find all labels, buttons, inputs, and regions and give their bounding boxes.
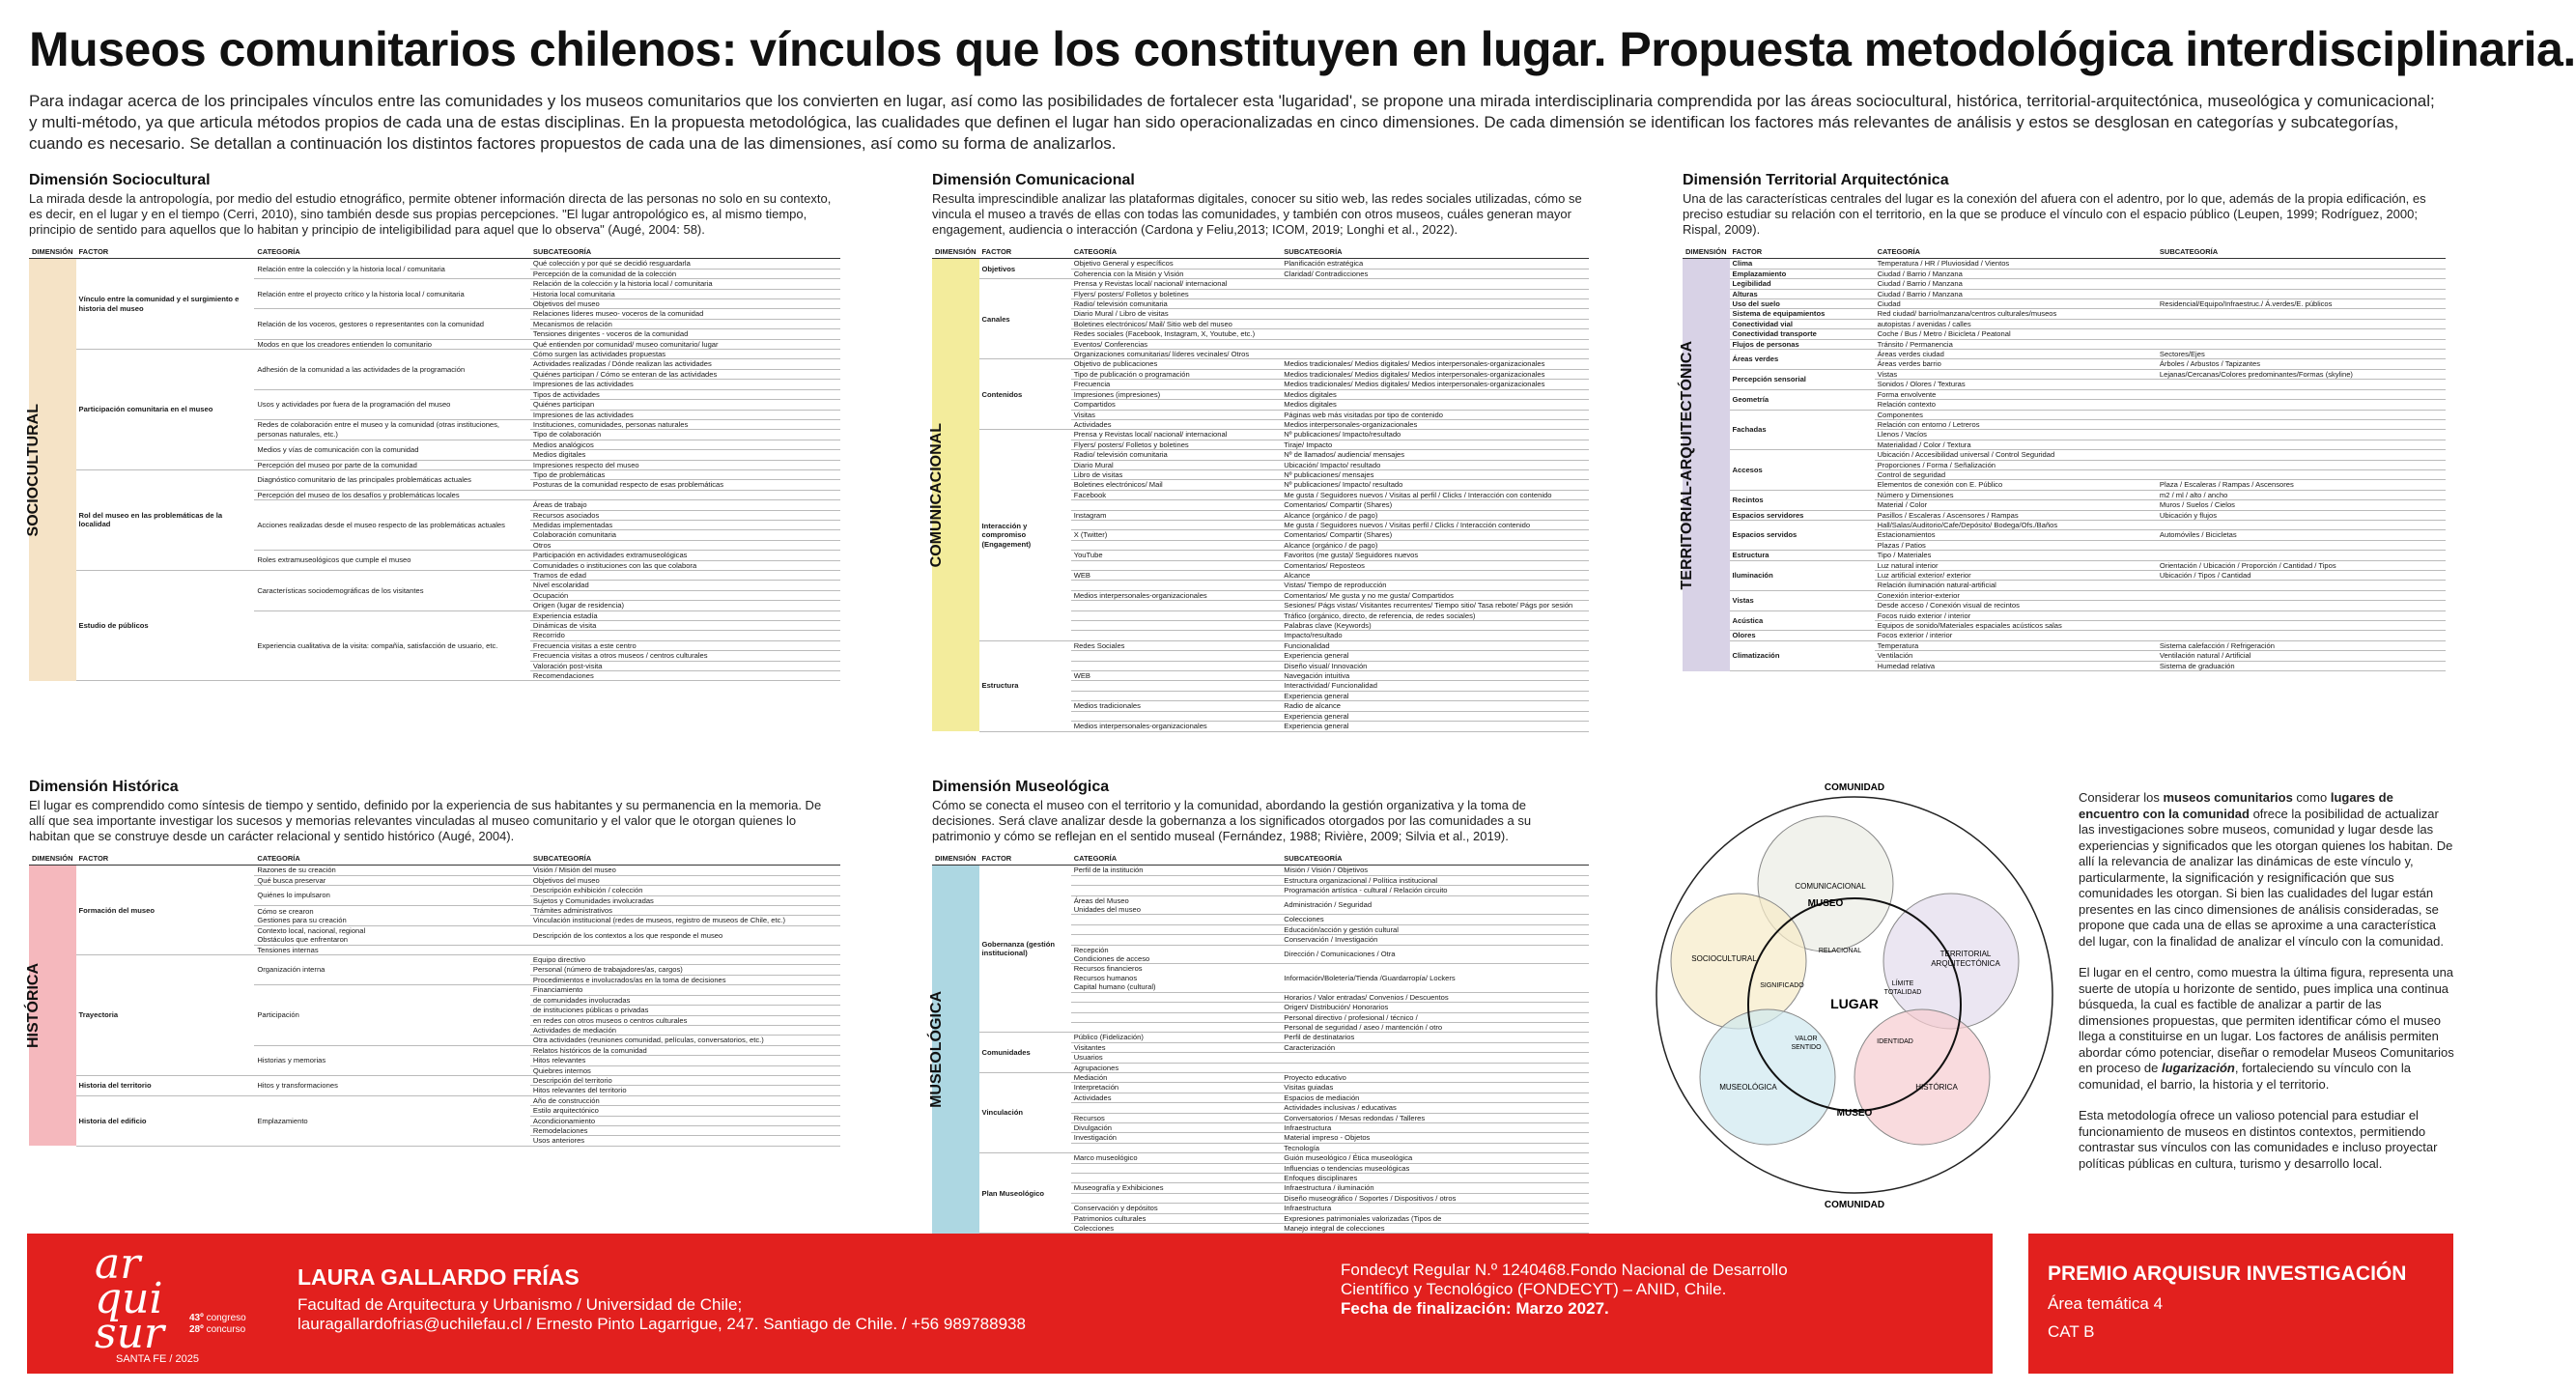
dimension-label: COMUNICACIONAL xyxy=(928,423,945,568)
table-row: COMUNICACIONAL Objetivos Objetivo General y específicos Planificación estratégica xyxy=(932,259,1589,269)
table-row: Diseño visual/ Innovación xyxy=(932,661,1589,670)
table-row: Recorrido xyxy=(29,631,840,640)
table-row: Procedimientos e involucrados/as en la toma de decisiones xyxy=(29,975,840,984)
table-row: Frecuencia Medios tradicionales/ Medios digitales/ Medios interpersonales-organizacionales xyxy=(932,380,1589,389)
table-row: Qué busca preservar Objetivos del museo xyxy=(29,875,840,885)
table-row: Origen/ Distribución/ Honorarios xyxy=(932,1003,1589,1012)
table-row: Visitas Páginas web más visitadas por tipo de contenido xyxy=(932,410,1589,419)
table-row: Personal de seguridad / aseo / mantención / otro xyxy=(932,1022,1589,1032)
table-row: Quiénes lo impulsaron Descripción exhibición / colección xyxy=(29,886,840,895)
dimension-label: TERRITORIAL-ARQUITECTÓNICA xyxy=(1679,340,1695,590)
table-row: Recursos financieros Recursos humanos Capital humano (cultural) Información/Boletería/Tienda /Guardarropía/ Lockers xyxy=(932,964,1589,992)
table-row: Equipos de sonido/Materiales espaciales acústicos salas xyxy=(1683,621,2446,631)
table-row: Participación comunitaria en el museo Adhesión de la comunidad a las actividades de la programación Cómo surgen las actividades propuestas xyxy=(29,350,840,359)
table-row: Otra actividades (reuniones comunidad, películas, conversatorios, etc.) xyxy=(29,1036,840,1045)
table-row: Percepción del museo por parte de la comunidad Impresiones respecto del museo xyxy=(29,460,840,469)
table-row: Personal (número de trabajadores/as, cargos) xyxy=(29,965,840,975)
table-row: Enfoques disciplinares xyxy=(932,1174,1589,1183)
table-row: Llenos / Vacíos xyxy=(1683,430,2446,440)
venn-comunicacional: COMUNICACIONAL xyxy=(1795,882,1866,891)
table-row: Personal directivo / profesional / técnico / xyxy=(932,1012,1589,1022)
intro-paragraph: Para indagar acerca de los principales vínculos entre las comunidades y los museos comunitarios que los convierten en lugar, así como las posibilidades de fortalecer esta 'lugaridad', se propone una mirada interdisciplinaria comprendida por las áreas sociocultural, histórica, territorial-arquitectónica, museológica y comunicacional; y multi-método, ya que articula métodos propios de cada una de estas disciplinas. En la propuesta metodológica, las cualidades que definen el lugar han sido operacionalizadas en cinco dimensiones. De cada dimensión se identifican los factores más relevantes de análisis y estos se desglosan en categorías y subcategorías, cuando es necesario. Se detallan a continuación los distintos factores propuestos de cada una de las dimensiones, así como su forma de analizarlos. xyxy=(29,92,2435,153)
author-affiliation: Facultad de Arquitectura y Urbanismo / Universidad de Chile; lauragallardofrias@uchilefau.cl / Ernesto Pinto Lagarrigue, 247. Santiago de Chile. / +56 989788938 xyxy=(297,1295,1026,1333)
page-title: Museos comunitarios chilenos: vínculos que los constituyen en lugar. Propuesta metodológica interdisciplinaria. xyxy=(29,22,2576,76)
conclusion-text xyxy=(2079,790,2455,1187)
table-row: Flyers/ posters/ Folletos y boletines Tiraje/ Impacto xyxy=(932,440,1589,449)
table-row: Percepción del museo de los desafíos y problemáticas locales xyxy=(29,490,840,499)
table-row: Recomendaciones xyxy=(29,671,840,681)
table-row: Visitantes Caracterización xyxy=(932,1042,1589,1052)
table-row: Palabras clave (Keywords) xyxy=(932,621,1589,631)
museologica-table: DIMENSIÓN FACTOR CATEGORÍA SUBCATEGORÍA MUSEOLÓGICA Gobernanza (gestión institucional) Perfil de la institución Misión / Visión / Objetivos Estructura organizacional / Política institucional Programación artística - cultural / Relación circuito Áreas del Museo Unidades del museo Administración / Seguridad Colecciones Educación/acción y gestión cultural Conservación / Investigación Recepción Condiciones de acceso Dirección / Comunicaciones / Otra Recursos financieros Recursos humanos Capital humano (cultural) Información/Boletería/Tienda /Guardarropía/ Lockers Horarios / Valor entradas/ Convenios / Descuentos Origen/ Distribución/ Honorarios Personal directivo / profesional / técnico / Personal de seguridad / aseo / mantención / otro Comunidades Público (Fidelización) Perfil de destinatarios Visitantes Caracterización Usuarios Agrupaciones Vinculación Mediación Proyecto educativo Interpretación Visitas guiadas Actividades Espacios de mediación Actividades inclusivas / educativas Recursos Conversatorios / Mesas redondas / Talleres Divulgación Infraestructura Investigación Material impreso - Objetos Tecnología Plan Museológico Marco museológico Guión museológico / Ética museológica Influencias o tendencias museológicas Enfoques disciplinares Museografía y Exhibiciones Infraestructura / iluminación Diseño museográfico / Soportes / Dispositivos / otros Conservación y depósitos Infraestructura Patrimonios culturales Expresiones patrimoniales valorizadas (Tipos de Colecciones Manejo integral de colecciones xyxy=(932,852,1589,1234)
table-row: Boletines electrónicos/ Mail/ Sitio web del museo xyxy=(932,319,1589,328)
table-row: Impresiones de las actividades xyxy=(29,380,840,389)
table-row: Recursos asociados xyxy=(29,510,840,520)
venn-relacional: RELACIONAL xyxy=(1818,948,1862,954)
table-row: Otros xyxy=(29,540,840,550)
table-row: Geometría Forma envolvente xyxy=(1683,389,2446,399)
table-row: Mecanismos de relación xyxy=(29,319,840,328)
comunicacional-heading: Dimensión Comunicacional xyxy=(932,172,1135,188)
table-row: Investigación Material impreso - Objetos xyxy=(932,1133,1589,1143)
table-row: MUSEOLÓGICA Gobernanza (gestión institucional) Perfil de la institución Misión / Visión / Objetivos xyxy=(932,866,1589,875)
conclusion-p2: El lugar en el centro, como muestra la última figura, representa una suerte de utopía u horizonte de sentido, pues implica una continua búsqueda, la cual es factible de analizar a partir de las dimensiones propuestas, que permiten identificar cómo el museo llega a constituirse en un lugar. Los factores de análisis permiten abordar cómo potenciar, diseñar o remodelar Museos Comunitarios en proceso de lugarización, fortaleciendo su vínculo con la comunidad, el barrio, la historia y el territorio. xyxy=(2079,965,2454,1092)
table-row: Comentarios/ Compartir (Shares) xyxy=(932,500,1589,510)
table-row: Luz artificial exterior/ exterior Ubicación / Tipos / Cantidad xyxy=(1683,571,2446,581)
venn-territorial-1: TERRITORIAL xyxy=(1939,950,1992,958)
table-row: Contenidos Objetivo de publicaciones Medios tradicionales/ Medios digitales/ Medios interpersonales-organizacionales xyxy=(932,359,1589,369)
sociocultural-table: DIMENSIÓN FACTOR CATEGORÍA SUBCATEGORÍA SOCIOCULTURAL Vínculo entre la comunidad y el surgimiento e historia del museo Relación entre la colección y la historia local / comunitaria Qué colección y por qué se decidió resguardarla Percepción de la comunidad de la colección Relación entre el proyecto crítico y la historia local / comunitaria Relación de la colección y la historia local / comunitaria Historia local comunitaria Objetivos del museo Relación de los voceros, gestores o representantes con la comunidad Relaciones líderes museo- voceros de la comunidad Mecanismos de relación Tensiones dirigentes - voceros de la comunidad Modos en que los creadores entienden lo comunitario Qué entienden por comunidad/ museo comunitario/ lugar Participación comunitaria en el museo Adhesión de la comunidad a las actividades de la programación Cómo surgen las actividades propuestas Actividades realizadas / Dónde realizan las actividades Quiénes participan / Cómo se enteran de las actividades Impresiones de las actividades Usos y actividades por fuera de la programación del museo Tipos de actividades Quiénes participan Impresiones de las actividades Redes de colaboración entre el museo y la comunidad (otras instituciones, personas naturales, etc.) Instituciones, comunidades, personas naturales Tipo de colaboración Medios y vías de comunicación con la comunidad Medios analógicos Medios digitales Percepción del museo por parte de la comunidad Impresiones respecto del museo Rol del museo en las problemáticas de la localidad Diagnóstico comunitario de las principales problemáticas actuales Tipo de problemáticas Posturas de la comunidad respecto de esas problemáticas Percepción del museo de los desafíos y problemáticas locales Acciones realizadas desde el museo respecto de las problemáticas actuales Áreas de trabajo Recursos asociados Medidas implementadas Colaboración comunitaria Otros Roles extramuseológicos que cumple el museo Participación en actividades extramuseológicas Comunidades o instituciones con las que colabora Estudio de públicos Características sociodemográficas de los visitantes Tramos de edad Nivel escolaridad Ocupación Origen (lugar de residencia) Experiencia cualitativa de la visita: compañía, satisfacción de usuario, etc. Experiencia estadía Dinámicas de visita Recorrido Frecuencia visitas a este centro Frecuencia visitas a otros museos / centros culturales Valoración post-visita Recomendaciones xyxy=(29,245,840,681)
table-row: Objetivos del museo xyxy=(29,299,840,309)
table-row: Radio/ televisión comunitaria xyxy=(932,299,1589,309)
table-row: Olores Focos exterior / interior xyxy=(1683,631,2446,640)
table-row: Relación de los voceros, gestores o representantes con la comunidad Relaciones líderes museo- voceros de la comunidad xyxy=(29,309,840,319)
table-row: Flyers/ posters/ Folletos y boletines xyxy=(932,289,1589,298)
table-row: Usos y actividades por fuera de la programación del museo Tipos de actividades xyxy=(29,389,840,399)
table-row: Uso del suelo Ciudad Residencial/Equipo/Infraestruc./ Á.verdes/E. públicos xyxy=(1683,299,2446,309)
table-row: Vistas Conexión interior-exterior xyxy=(1683,590,2446,600)
table-row: Experiencia general xyxy=(932,711,1589,721)
comunicacional-desc: Resulta imprescindible analizar las plataformas digitales, conocer su sitio web, las redes sociales utilizadas, cómo se vincula el museo a través de ellas con todas las comunidades, y también con otros museos, cuáles generan mayor engagement, audiencia o interacción (Cardona y Feliu,2013; ICOM, 2019; Longhi et al., 2022). xyxy=(932,191,1582,237)
table-row: Experiencia general xyxy=(932,651,1589,661)
venn-diagram xyxy=(1642,782,2067,1210)
dimension-label: HISTÓRICA xyxy=(25,963,42,1049)
table-row: Estructura Redes Sociales Funcionalidad xyxy=(932,640,1589,650)
table-row: Vinculación Mediación Proyecto educativo xyxy=(932,1072,1589,1082)
table-row: Percepción sensorial Vistas Lejanas/Cercanas/Colores predominantes/Formas (skyline) xyxy=(1683,369,2446,379)
table-row: Medios interpersonales-organizacionales Experiencia general xyxy=(932,722,1589,731)
comunicacional-table: DIMENSIÓN FACTOR CATEGORÍA SUBCATEGORÍA COMUNICACIONAL Objetivos Objetivo General y específicos Planificación estratégica Coherencia con la Misión y Visión Claridad/ Contradicciones Canales Prensa y Revistas local/ nacional/ internacional Flyers/ posters/ Folletos y boletines Radio/ televisión comunitaria Diario Mural / Libro de visitas Boletines electrónicos/ Mail/ Sitio web del museo Redes sociales (Facebook, Instagram, X, Youtube, etc.) Eventos/ Conferencias Organizaciones comunitarias/ líderes vecinales/ Otros Contenidos Objetivo de publicaciones Medios tradicionales/ Medios digitales/ Medios interpersonales-organizacionales Tipo de publicación o programación Medios tradicionales/ Medios digitales/ Medios interpersonales-organizacionales Frecuencia Medios tradicionales/ Medios digitales/ Medios interpersonales-organizacionales Impresiones (impresiones) Medios digitales Compartidos Medios digitales Visitas Páginas web más visitadas por tipo de contenido Actividades Medios interpersonales-organizacionales Interacción y compromiso (Engagement) Prensa y Revistas local/ nacional/ internacional Nº publicaciones/ Impacto/resultado Flyers/ posters/ Folletos y boletines Tiraje/ Impacto Radio/ televisión comunitaria Nº de llamados/ audiencia/ mensajes Diario Mural Ubicación/ Impacto/ resultado Libro de visitas Nº publicaciones/ mensajes Boletines electrónicos/ Mail Nº publicaciones/ Impacto/ resultado Facebook Me gusta / Seguidores nuevos / Visitas al perfil / Clicks / Interacción con contenido Comentarios/ Compartir (Shares) Instagram Alcance (orgánico / de pago) Me gusta / Seguidores nuevos / Visitas perfil / Clicks / Interacción contenido X (Twitter) Comentarios/ Compartir (Shares) Alcance (orgánico / de pago) YouTube Favoritos (me gusta)/ Seguidores nuevos Comentarios/ Reposteos WEB Alcance Vistas/ Tiempo de reproducción Medios interpersonales-organizacionales Comentarios/ Me gusta y no me gusta/ Compartidos Sesiones/ Págs vistas/ Visitantes recurrentes/ Tiempo sitio/ Tasa rebote/ Págs por sesión Tráfico (orgánico, directo, de referencia, de redes sociales) Palabras clave (Keywords) Impacto/resultado Estructura Redes Sociales Funcionalidad Experiencia general Diseño visual/ Innovación WEB Navegación intuitiva Interactividad/ Funcionalidad Experiencia general Medios tradicionales Radio de alcance Experiencia general Medios interpersonales-organizacionales Experiencia general xyxy=(932,245,1589,732)
venn-comunidad-bottom: COMUNIDAD xyxy=(1824,1200,1885,1210)
table-row: Instagram Alcance (orgánico / de pago) xyxy=(932,510,1589,520)
table-row: Contexto local, nacional, regional Obstáculos que enfrentaron Descripción de los contextos a los que responde el museo xyxy=(29,925,840,945)
table-row: Relación entre el proyecto crítico y la historia local / comunitaria Relación de la colección y la historia local / comunitaria xyxy=(29,279,840,289)
thematic-area: Área temática 4 xyxy=(2048,1294,2164,1313)
table-row: X (Twitter) Comentarios/ Compartir (Shares) xyxy=(932,530,1589,540)
table-row: Compartidos Medios digitales xyxy=(932,400,1589,410)
table-row: Modos en que los creadores entienden lo comunitario Qué entienden por comunidad/ museo comunitario/ lugar xyxy=(29,339,840,349)
table-row: Plazas / Patios xyxy=(1683,540,2446,550)
funding-info: Fondecyt Regular N.º 1240468.Fondo Nacional de Desarrollo Científico y Tecnológico (FONDECYT) – ANID, Chile. Fecha de finalización: Marzo 2027. xyxy=(1341,1261,1788,1318)
table-row: Actividades de mediación xyxy=(29,1025,840,1035)
footer-bar xyxy=(27,1234,1993,1374)
table-row: Remodelaciones xyxy=(29,1125,840,1135)
table-row: Legibilidad Ciudad / Barrio / Manzana xyxy=(1683,279,2446,289)
table-row: Experiencia general xyxy=(932,691,1589,700)
venn-museo-bottom: MUSEO xyxy=(1836,1108,1873,1119)
table-row: Estudio de públicos Características sociodemográficas de los visitantes Tramos de edad xyxy=(29,571,840,581)
table-row: Actividades realizadas / Dónde realizan las actividades xyxy=(29,359,840,369)
table-row: Historias y memorias Relatos históricos de la comunidad xyxy=(29,1045,840,1055)
table-row: Recursos Conversatorios / Mesas redondas / Talleres xyxy=(932,1113,1589,1122)
table-row: Frecuencia visitas a otros museos / centros culturales xyxy=(29,651,840,661)
table-row: Interacción y compromiso (Engagement) Prensa y Revistas local/ nacional/ internacional Nº publicaciones/ Impacto/resultado xyxy=(932,430,1589,440)
table-row: Experiencia cualitativa de la visita: compañía, satisfacción de usuario, etc. Experiencia estadía xyxy=(29,610,840,620)
table-row: Iluminación Luz natural interior Orientación / Ubicación / Proporción / Cantidad / Tipos xyxy=(1683,560,2446,570)
table-row: Conectividad transporte Coche / Bus / Metro / Bicicleta / Peatonal xyxy=(1683,329,2446,339)
table-row: Quiebres internos xyxy=(29,1065,840,1075)
venn-limite-1: LÍMITE xyxy=(1891,980,1914,987)
table-row: Redes sociales (Facebook, Instagram, X, Youtube, etc.) xyxy=(932,329,1589,339)
table-row: Trayectoria Organización interna Equipo directivo xyxy=(29,955,840,965)
section-museologica xyxy=(928,779,1589,1234)
table-row: Tensiones internas xyxy=(29,945,840,954)
territorial-table: DIMENSIÓN FACTOR CATEGORÍA SUBCATEGORÍA TERRITORIAL-ARQUITECTÓNICA Clima Temperatura / HR / Pluviosidad / Vientos Emplazamiento Ciudad / Barrio / Manzana Legibilidad Ciudad / Barrio / Manzana Alturas Ciudad / Barrio / Manzana Uso del suelo Ciudad Residencial/Equipo/Infraestruc./ Á.verdes/E. públicos Sistema de equipamientos Red ciudad/ barrio/manzana/centros culturales/museos Conectividad vial autopistas / avenidas / calles Conectividad transporte Coche / Bus / Metro / Bicicleta / Peatonal Flujos de personas Tránsito / Permanencia Áreas verdes Áreas verdes ciudad Sectores/Ejes Áreas verdes barrio Árboles / Arbustos / Tapizantes Percepción sensorial Vistas Lejanas/Cercanas/Colores predominantes/Formas (skyline) Sonidos / Olores / Texturas Geometría Forma envolvente Relación contexto Fachadas Componentes Relación con entorno / Letreros Llenos / Vacíos Materialidad / Color / Textura Accesos Ubicación / Accesibilidad universal / Control Seguridad Proporciones / Forma / Señalización Control de seguridad Elementos de conexión con E. Público Plaza / Escaleras / Rampas / Ascensores Recintos Número y Dimensiones m2 / ml / alto / ancho Material / Color Muros / Suelos / Cielos Espacios servidores Pasillos / Escaleras / Ascensores / Rampas Ubicación y flujos Espacios servidos Hall/Salas/Auditorio/Cafe/Depósito/ Bodega/Ofs./Baños Estacionamientos Automóviles / Bicicletas Plazas / Patios Estructura Tipo / Materiales Iluminación Luz natural interior Orientación / Ubicación / Proporción / Cantidad / Tipos Luz artificial exterior/ exterior Ubicación / Tipos / Cantidad Relación iluminación natural-artificial Vistas Conexión interior-exterior Desde acceso / Conexión visual de recintos Acústica Focos ruido exterior / interior Equipos de sonido/Materiales espaciales acústicos salas Olores Focos exterior / interior Climatización Temperatura Sistema calefacción / Refrigeración Ventilación Ventilación natural / Artificial Humedad relativa Sistema de graduación xyxy=(1683,245,2446,671)
table-row: Medios digitales xyxy=(29,450,840,460)
arquisur-logo: ar qui sur 43º congreso 28º concurso SANTA FE / 2025 xyxy=(95,1239,246,1365)
table-row: Patrimonios culturales Expresiones patrimoniales valorizadas (Tipos de xyxy=(932,1213,1589,1223)
venn-identidad: IDENTIDAD xyxy=(1877,1038,1913,1045)
table-row: Redes de colaboración entre el museo y la comunidad (otras instituciones, personas naturales, etc.) Instituciones, comunidades, personas naturales xyxy=(29,419,840,429)
table-row: Dinámicas de visita xyxy=(29,621,840,631)
venn-valor-2: SENTIDO xyxy=(1791,1044,1822,1051)
table-row: Canales Prensa y Revistas local/ nacional/ internacional xyxy=(932,279,1589,289)
venn-comunidad-top: COMUNIDAD xyxy=(1824,782,1885,793)
table-row: Boletines electrónicos/ Mail Nº publicaciones/ Impacto/ resultado xyxy=(932,480,1589,490)
table-row: Actividades inclusivas / educativas xyxy=(932,1103,1589,1113)
historica-table: DIMENSIÓN FACTOR CATEGORÍA SUBCATEGORÍA HISTÓRICA Formación del museo Razones de su creación Visión / Misión del museo Qué busca preservar Objetivos del museo Quiénes lo impulsaron Descripción exhibición / colección Sujetos y Comunidades involucradas Cómo se crearon Gestiones para su creación Trámites administrativos Vinculación institucional (redes de museos, registro de museos de Chile, etc.) Contexto local, nacional, regional Obstáculos que enfrentaron Descripción de los contextos a los que responde el museo Tensiones internas Trayectoria Organización interna Equipo directivo Personal (número de trabajadores/as, cargos) Procedimientos e involucrados/as en la toma de decisiones Participación Financiamiento de comunidades involucradas de instituciones públicas o privadas en redes con otros museos o centros culturales Actividades de mediación Otra actividades (reuniones comunidad, películas, conversatorios, etc.) Historias y memorias Relatos históricos de la comunidad Hitos relevantes Quiebres internos Historia del territorio Hitos y transformaciones Descripción del territorio Hitos relevantes del territorio Historia del edificio Emplazamiento Año de construcción Estilo arquitectónico Acondicionamiento Remodelaciones Usos anteriores xyxy=(29,852,840,1147)
table-row: Historia del edificio Emplazamiento Año de construcción xyxy=(29,1095,840,1105)
historica-heading: Dimensión Histórica xyxy=(29,779,179,795)
table-row: Programación artística - cultural / Relación circuito xyxy=(932,886,1589,895)
table-row: Usuarios xyxy=(932,1053,1589,1063)
table-row: Climatización Temperatura Sistema calefacción / Refrigeración xyxy=(1683,640,2446,650)
table-row: Interpretación Visitas guiadas xyxy=(932,1083,1589,1093)
table-row: Organizaciones comunitarias/ líderes vecinales/ Otros xyxy=(932,350,1589,359)
table-row: Ventilación Ventilación natural / Artificial xyxy=(1683,651,2446,661)
table-row: Horarios / Valor entradas/ Convenios / Descuentos xyxy=(932,992,1589,1002)
table-row: Material / Color Muros / Suelos / Cielos xyxy=(1683,500,2446,510)
table-row: Diario Mural / Libro de visitas xyxy=(932,309,1589,319)
table-row: Emplazamiento Ciudad / Barrio / Manzana xyxy=(1683,269,2446,278)
table-row: Estilo arquitectónico xyxy=(29,1106,840,1116)
table-row: Materialidad / Color / Textura xyxy=(1683,440,2446,449)
table-row: Diario Mural Ubicación/ Impacto/ resultado xyxy=(932,460,1589,469)
table-row: Sujetos y Comunidades involucradas xyxy=(29,895,840,905)
table-row: Desde acceso / Conexión visual de recintos xyxy=(1683,601,2446,610)
table-row: Estructura Tipo / Materiales xyxy=(1683,551,2446,560)
table-row: Cómo se crearon Gestiones para su creación Trámites administrativos xyxy=(29,906,840,916)
table-row: Rol del museo en las problemáticas de la localidad Diagnóstico comunitario de las principales problemáticas actuales Tipo de problemáticas xyxy=(29,469,840,479)
territorial-desc: Una de las características centrales del lugar es la conexión del afuera con el adentro, por lo que, además de la propia edificación, es preciso estudiar su relación con el territorio, en la que se produce el vínculo con el espacio público (Leupen, 1999; Rodríguez, 2000; Rispal, 2009). xyxy=(1683,191,2426,237)
table-row: Plan Museológico Marco museológico Guión museológico / Ética museológica xyxy=(932,1153,1589,1163)
table-row: Usos anteriores xyxy=(29,1136,840,1146)
section-territorial xyxy=(1679,172,2446,671)
table-row: Impacto/resultado xyxy=(932,631,1589,640)
table-row: Relación contexto xyxy=(1683,400,2446,410)
table-row: Medios y vías de comunicación con la comunidad Medios analógicos xyxy=(29,440,840,449)
table-row: Recepción Condiciones de acceso Dirección / Comunicaciones / Otra xyxy=(932,945,1589,964)
table-row: Influencias o tendencias museológicas xyxy=(932,1163,1589,1173)
table-row: Radio/ televisión comunitaria Nº de llamados/ audiencia/ mensajes xyxy=(932,450,1589,460)
table-row: Actividades Espacios de mediación xyxy=(932,1093,1589,1102)
table-row: Roles extramuseológicos que cumple el museo Participación en actividades extramuseológicas xyxy=(29,551,840,560)
table-row: Percepción de la comunidad de la colección xyxy=(29,269,840,278)
table-row: Origen (lugar de residencia) xyxy=(29,601,840,610)
circle-museologica xyxy=(1700,1009,1835,1145)
table-row: Tipo de publicación o programación Medios tradicionales/ Medios digitales/ Medios interpersonales-organizacionales xyxy=(932,369,1589,379)
table-row: Divulgación Infraestructura xyxy=(932,1122,1589,1132)
table-row: Sonidos / Olores / Texturas xyxy=(1683,380,2446,389)
table-row: Áreas del Museo Unidades del museo Administración / Seguridad xyxy=(932,895,1589,915)
table-row: Diseño museográfico / Soportes / Dispositivos / otros xyxy=(932,1193,1589,1203)
table-row: Tecnología xyxy=(932,1143,1589,1152)
table-row: Tensiones dirigentes - voceros de la comunidad xyxy=(29,329,840,339)
table-row: Áreas verdes barrio Árboles / Arbustos / Tapizantes xyxy=(1683,359,2446,369)
table-row: Espacios servidores Pasillos / Escaleras / Ascensores / Rampas Ubicación y flujos xyxy=(1683,510,2446,520)
table-row: Acciones realizadas desde el museo respecto de las problemáticas actuales Áreas de trabajo xyxy=(29,500,840,510)
table-row: Espacios servidos Hall/Salas/Auditorio/Cafe/Depósito/ Bodega/Ofs./Baños xyxy=(1683,520,2446,529)
conclusion-p3: Esta metodología ofrece un valioso potencial para estudiar el funcionamiento de museos en distintos contextos, permitiendo contrastar sus vínculos con las comunidades e incluso proyectar políticas públicas en cultura, turismo y desarrollo local. xyxy=(2079,1108,2438,1171)
prize-box xyxy=(2028,1234,2453,1374)
category: CAT B xyxy=(2048,1322,2095,1341)
table-row: Elementos de conexión con E. Público Plaza / Escaleras / Rampas / Ascensores xyxy=(1683,480,2446,490)
table-row: Participación Financiamiento xyxy=(29,985,840,995)
table-row: Vinculación institucional (redes de museos, registro de museos de Chile, etc.) xyxy=(29,916,840,925)
table-row: Valoración post-visita xyxy=(29,661,840,670)
table-row: Libro de visitas Nº publicaciones/ mensajes xyxy=(932,469,1589,479)
table-row: Humedad relativa Sistema de graduación xyxy=(1683,661,2446,670)
venn-valor-1: VALOR xyxy=(1795,1036,1818,1042)
table-row: Conservación / Investigación xyxy=(932,935,1589,945)
venn-significado: SIGNIFICADO xyxy=(1760,982,1804,989)
venn-historica: HISTÓRICA xyxy=(1915,1083,1958,1092)
table-row: YouTube Favoritos (me gusta)/ Seguidores nuevos xyxy=(932,551,1589,560)
table-row: Comunidades o instituciones con las que colabora xyxy=(29,560,840,570)
table-row: en redes con otros museos o centros culturales xyxy=(29,1015,840,1025)
table-row: Control de seguridad xyxy=(1683,469,2446,479)
table-row: Interactividad/ Funcionalidad xyxy=(932,681,1589,691)
table-row: Medios tradicionales Radio de alcance xyxy=(932,701,1589,711)
table-row: Proporciones / Forma / Señalización xyxy=(1683,460,2446,469)
table-row: Conectividad vial autopistas / avenidas / calles xyxy=(1683,319,2446,328)
table-row: Ocupación xyxy=(29,590,840,600)
table-row: Agrupaciones xyxy=(932,1063,1589,1072)
table-row: de instituciones públicas o privadas xyxy=(29,1006,840,1015)
table-row: Quiénes participan xyxy=(29,400,840,410)
table-row: Eventos/ Conferencias xyxy=(932,339,1589,349)
prize-title: PREMIO ARQUISUR INVESTIGACIÓN xyxy=(2048,1263,2407,1285)
table-row: SOCIOCULTURAL Vínculo entre la comunidad y el surgimiento e historia del museo Relación entre la colección y la historia local / comunitaria Qué colección y por qué se decidió resguardarla xyxy=(29,259,840,269)
sociocultural-desc: La mirada desde la antropología, por medio del estudio etnográfico, permite obtener información directa de las personas no solo en su contexto, es decir, en el lugar y en el tiempo (Cerri, 2010), sino también desde sus propias percepciones. "El lugar antropológico es, al mismo tiempo, principio de sentido para aquellos que lo habitan y principio de inteligibilidad para aquel que lo observa" (Augé, 2004: 58). xyxy=(29,191,832,237)
table-row: Medios interpersonales-organizacionales Comentarios/ Me gusta y no me gusta/ Compartidos xyxy=(932,590,1589,600)
table-row: Colecciones xyxy=(932,915,1589,924)
conclusion-p1: Considerar los museos comunitarios como lugares de encuentro con la comunidad ofrece la posibilidad de actualizar las investigaciones sobre museos, comunidad y lugar desde las experiencias y significados que les otorgan quienes los habitan. De allí la relevancia de analizar las dinámicas de este vínculo y, particularmente, la significación y resignificación que sus comunidades les otorgan. Si bien las cualidades del lugar están presentes en las cinco dimensiones de análisis consideradas, se propone que cada una de ellas se aproxime a una característica del lugar, con la finalidad de analizar el vínculo con la comunidad. xyxy=(2079,790,2453,949)
table-row: Sesiones/ Págs vistas/ Visitantes recurrentes/ Tiempo sitio/ Tasa rebote/ Págs por sesión xyxy=(932,601,1589,610)
table-row: Frecuencia visitas a este centro xyxy=(29,640,840,650)
table-row: Sistema de equipamientos Red ciudad/ barrio/manzana/centros culturales/museos xyxy=(1683,309,2446,319)
table-row: Relación con entorno / Letreros xyxy=(1683,419,2446,429)
table-row: de comunidades involucradas xyxy=(29,995,840,1005)
table-row: Estructura organizacional / Política institucional xyxy=(932,875,1589,885)
table-row: Posturas de la comunidad respecto de esas problemáticas xyxy=(29,480,840,490)
author-name: LAURA GALLARDO FRÍAS xyxy=(297,1264,580,1290)
table-row: Relación iluminación natural-artificial xyxy=(1683,581,2446,590)
table-row: Vistas/ Tiempo de reproducción xyxy=(932,581,1589,590)
sociocultural-heading: Dimensión Sociocultural xyxy=(29,172,211,188)
table-row: Educación/acción y gestión cultural xyxy=(932,924,1589,934)
table-row: Historia local comunitaria xyxy=(29,289,840,298)
table-row: Áreas verdes Áreas verdes ciudad Sectores/Ejes xyxy=(1683,350,2446,359)
table-row: Conservación y depósitos Infraestructura xyxy=(932,1204,1589,1213)
table-row: Alturas Ciudad / Barrio / Manzana xyxy=(1683,289,2446,298)
table-row: Coherencia con la Misión y Visión Claridad/ Contradicciones xyxy=(932,269,1589,278)
venn-limite-2: TOTALIDAD xyxy=(1883,989,1922,996)
circle-historica xyxy=(1854,1009,1990,1145)
table-row: Impresiones (impresiones) Medios digitales xyxy=(932,389,1589,399)
table-row: HISTÓRICA Formación del museo Razones de su creación Visión / Misión del museo xyxy=(29,866,840,875)
museologica-desc: Cómo se conecta el museo con el territorio y la comunidad, abordando la gestión organizativa y la toma de decisiones. Será clave analizar desde la gobernanza a los significados otorgados por las comunidades a su patrimonio y cómo se reflejan en el sentido museal (Fernández, 1988; Rivière, 2009; Silvia et al., 2019). xyxy=(932,798,1532,843)
section-comunicacional xyxy=(928,172,1589,732)
table-row: Actividades Medios interpersonales-organizacionales xyxy=(932,419,1589,429)
table-row: Impresiones de las actividades xyxy=(29,410,840,419)
table-row: Medidas implementadas xyxy=(29,520,840,529)
table-row: Recintos Número y Dimensiones m2 / ml / alto / ancho xyxy=(1683,490,2446,499)
table-row: Colecciones Manejo integral de colecciones xyxy=(932,1224,1589,1234)
table-row: Tipo de colaboración xyxy=(29,430,840,440)
venn-territorial-2: ARQUITECTÓNICA xyxy=(1931,959,2000,968)
historica-desc: El lugar es comprendido como síntesis de tiempo y sentido, definido por la experiencia de sus habitantes y su permanencia en la memoria. De allí que sea importante investigar los sucesos y memorias relevantes vinculadas al museo comunitario y el valor que le otorgan quienes lo habitan que se construye desde un carácter relacional y sentido histórico (Augé, 2004). xyxy=(29,798,822,843)
table-row: Comunidades Público (Fidelización) Perfil de destinatarios xyxy=(932,1033,1589,1042)
table-row: WEB Navegación intuitiva xyxy=(932,671,1589,681)
table-row: Museografía y Exhibiciones Infraestructura / iluminación xyxy=(932,1183,1589,1193)
venn-lugar: LUGAR xyxy=(1830,996,1879,1011)
venn-museo-top: MUSEO xyxy=(1807,898,1844,909)
table-row: Alcance (orgánico / de pago) xyxy=(932,540,1589,550)
table-row: Colaboración comunitaria xyxy=(29,530,840,540)
table-row: Quiénes participan / Cómo se enteran de las actividades xyxy=(29,369,840,379)
section-historica xyxy=(25,779,840,1147)
territorial-heading: Dimensión Territorial Arquitectónica xyxy=(1683,172,1949,188)
venn-museologica: MUSEOLÓGICA xyxy=(1719,1083,1777,1092)
section-sociocultural xyxy=(25,172,840,681)
venn-sociocultural: SOCIOCULTURAL xyxy=(1691,954,1757,963)
table-row: Comentarios/ Reposteos xyxy=(932,560,1589,570)
table-row: WEB Alcance xyxy=(932,571,1589,581)
table-row: Hitos relevantes xyxy=(29,1056,840,1065)
table-row: Historia del territorio Hitos y transformaciones Descripción del territorio xyxy=(29,1075,840,1085)
table-row: Me gusta / Seguidores nuevos / Visitas perfil / Clicks / Interacción contenido xyxy=(932,520,1589,529)
table-row: Nivel escolaridad xyxy=(29,581,840,590)
dimension-label: SOCIOCULTURAL xyxy=(25,403,42,537)
table-row: Estacionamientos Automóviles / Bicicletas xyxy=(1683,530,2446,540)
table-row: Acústica Focos ruido exterior / interior xyxy=(1683,610,2446,620)
table-row: Accesos Ubicación / Accesibilidad universal / Control Seguridad xyxy=(1683,450,2446,460)
table-row: Fachadas Componentes xyxy=(1683,410,2446,419)
table-row: Flujos de personas Tránsito / Permanencia xyxy=(1683,339,2446,349)
table-row: Hitos relevantes del territorio xyxy=(29,1086,840,1095)
table-row: Tráfico (orgánico, directo, de referencia, de redes sociales) xyxy=(932,610,1589,620)
dimension-label: MUSEOLÓGICA xyxy=(928,991,945,1109)
museologica-heading: Dimensión Museológica xyxy=(932,779,1110,795)
table-row: TERRITORIAL-ARQUITECTÓNICA Clima Temperatura / HR / Pluviosidad / Vientos xyxy=(1683,259,2446,269)
table-row: Facebook Me gusta / Seguidores nuevos / Visitas al perfil / Clicks / Interacción con contenido xyxy=(932,490,1589,499)
table-row: Acondicionamiento xyxy=(29,1116,840,1125)
